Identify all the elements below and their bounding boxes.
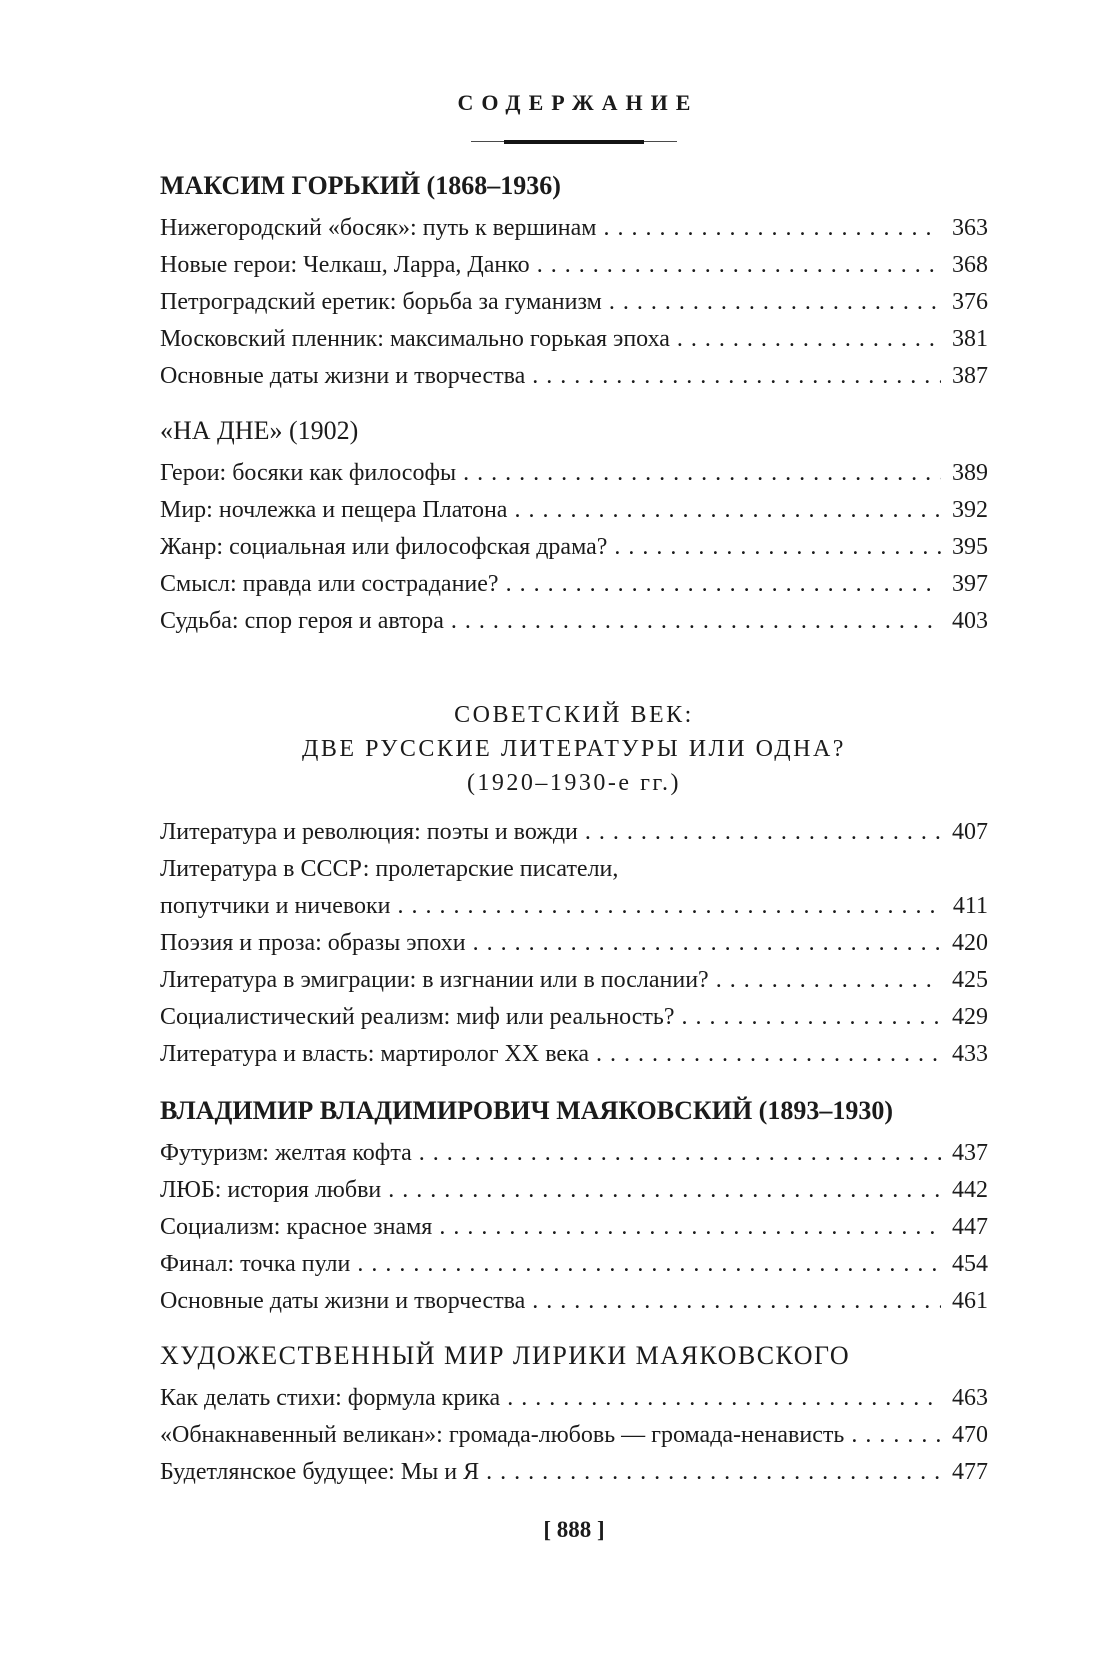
page-number: 454 [952,1251,988,1277]
dot-leader [681,999,941,1036]
toc-entry [160,925,988,962]
page-number: 376 [952,289,988,315]
section-heading [160,698,988,800]
toc-entry [160,814,988,851]
page-number: 470 [952,1422,988,1448]
dot-leader [614,529,941,566]
toc-entry-title: Социалистический реализм: миф или реальность? [160,1004,675,1030]
page-number: 437 [952,1140,988,1166]
page-number: 407 [952,819,988,845]
page-number: 433 [952,1041,988,1067]
dot-leader [532,1283,941,1320]
toc-entry [160,492,988,529]
toc-entry-title: Поэзия и проза: образы эпохи [160,930,466,956]
toc-entry [160,284,988,321]
dot-leader [851,1417,941,1454]
toc-section [160,1095,988,1320]
page-number: 420 [952,930,988,956]
dot-leader [537,247,941,284]
toc-entry [160,1172,988,1209]
section-heading [160,415,988,447]
toc-entry [160,1246,988,1283]
toc-entry [160,1283,988,1320]
page-number: 392 [952,497,988,523]
page-number: 425 [952,967,988,993]
toc-section [160,1340,988,1491]
toc-section [160,170,988,395]
dot-leader [603,210,941,247]
page-number: 363 [952,215,988,241]
toc-entry-title: Литература в эмиграции: в изгнании или в послании? [160,967,709,993]
toc-entry-title: Основные даты жизни и творчества [160,363,526,389]
section-heading [160,170,988,202]
rule-thick-segment [504,140,644,144]
toc-entry [160,321,988,358]
toc-section [160,698,988,1073]
toc-entry [160,603,988,640]
page-number: 387 [952,363,988,389]
page-content [160,88,988,1545]
section-heading-line: СОВЕТСКИЙ ВЕК: [454,702,694,728]
dot-leader [677,321,941,358]
toc-entry-title: Петроградский еретик: борьба за гуманизм [160,289,602,315]
page-number: 381 [952,326,988,352]
dot-leader [532,358,941,395]
folio-page-number: [ 888 ] [543,1517,605,1542]
toc-entry [160,962,988,999]
dot-leader [486,1454,941,1491]
toc-entry-title: Литература и революция: поэты и вожди [160,819,578,845]
dot-leader [463,455,941,492]
page-number: 397 [952,571,988,597]
toc-entry [160,1380,988,1417]
toc-entry-title: Социализм: красное знамя [160,1214,433,1240]
toc-entry [160,247,988,284]
toc-entry-title: Нижегородский «босяк»: путь к вершинам [160,215,597,241]
decorative-rule [471,140,677,144]
dot-leader [419,1135,941,1172]
section-heading-line: «НА ДНЕ» (1902) [160,416,359,445]
toc-entry [160,1036,988,1073]
toc-entry-title: Герои: босяки как философы [160,460,457,486]
toc-entry-title: Мир: ночлежка и пещера Платона [160,497,508,523]
dot-leader [716,962,941,999]
toc-entry-title: Жанр: социальная или философская драма? [160,534,608,560]
section-heading-line: ХУДОЖЕСТВЕННЫЙ МИР ЛИРИКИ МАЯКОВСКОГО [160,1341,851,1370]
dot-leader [596,1036,941,1073]
toc-entry-title: Футуризм: желтая кофта [160,1140,412,1166]
page-number: 461 [952,1288,988,1314]
page-title: СОДЕРЖАНИЕ [457,90,699,115]
toc-entry [160,999,988,1036]
toc-entry-title: Финал: точка пули [160,1251,351,1277]
dot-leader [514,492,941,529]
toc-entry [160,851,988,888]
toc-entry [160,1209,988,1246]
toc-section [160,415,988,640]
section-heading-line: ВЛАДИМИР ВЛАДИМИРОВИЧ МАЯКОВСКИЙ (1893–1930) [160,1096,893,1125]
toc-entry-title: Судьба: спор героя и автора [160,608,444,634]
page-number: 368 [952,252,988,278]
page-number: 463 [952,1385,988,1411]
toc-entry-title: Литература в СССР: пролетарские писатели, [160,856,619,882]
section-heading-line: МАКСИМ ГОРЬКИЙ (1868–1936) [160,171,561,200]
toc-entry [160,566,988,603]
page-number: 395 [952,534,988,560]
dot-leader [507,1380,941,1417]
page-number: 403 [952,608,988,634]
page-number: 389 [952,460,988,486]
toc-entry-title: Московский пленник: максимально горькая эпоха [160,326,670,352]
section-heading [160,1340,988,1372]
dot-leader [388,1172,941,1209]
table-of-contents [160,170,988,1491]
page-number: 411 [952,893,988,919]
dot-leader [473,925,941,962]
toc-entry-title: ЛЮБ: история любви [160,1177,382,1203]
toc-entry [160,888,988,925]
page-number: 429 [952,1004,988,1030]
dot-leader [398,888,941,925]
toc-entry [160,1454,988,1491]
toc-entry-title: Смысл: правда или сострадание? [160,571,499,597]
section-heading-line: (1920–1930-е гг.) [466,770,682,796]
toc-entry-title: Как делать стихи: формула крика [160,1385,501,1411]
toc-entry-title: Будетлянское будущее: Мы и Я [160,1459,480,1485]
toc-entry [160,1417,988,1454]
toc-entry [160,210,988,247]
toc-entry [160,1135,988,1172]
toc-entry-title: Новые герои: Челкаш, Ларра, Данко [160,252,530,278]
page-number: 447 [952,1214,988,1240]
dot-leader [585,814,941,851]
toc-entry-title: «Обнакнавенный великан»: громада-любовь — громада-ненависть [160,1422,845,1448]
toc-entry [160,358,988,395]
toc-entry-title: попутчики и ничевоки [160,893,391,919]
toc-entry [160,529,988,566]
section-heading [160,1095,988,1127]
section-heading-line: ДВЕ РУССКИЕ ЛИТЕРАТУРЫ ИЛИ ОДНА? [302,736,846,762]
dot-leader [357,1246,941,1283]
dot-leader [506,566,941,603]
dot-leader [609,284,941,321]
toc-entry-title: Основные даты жизни и творчества [160,1288,526,1314]
dot-leader [451,603,941,640]
dot-leader [439,1209,941,1246]
page-number: 442 [952,1177,988,1203]
page-number: 477 [952,1459,988,1485]
toc-entry-title: Литература и власть: мартиролог XX века [160,1041,590,1067]
toc-entry [160,455,988,492]
